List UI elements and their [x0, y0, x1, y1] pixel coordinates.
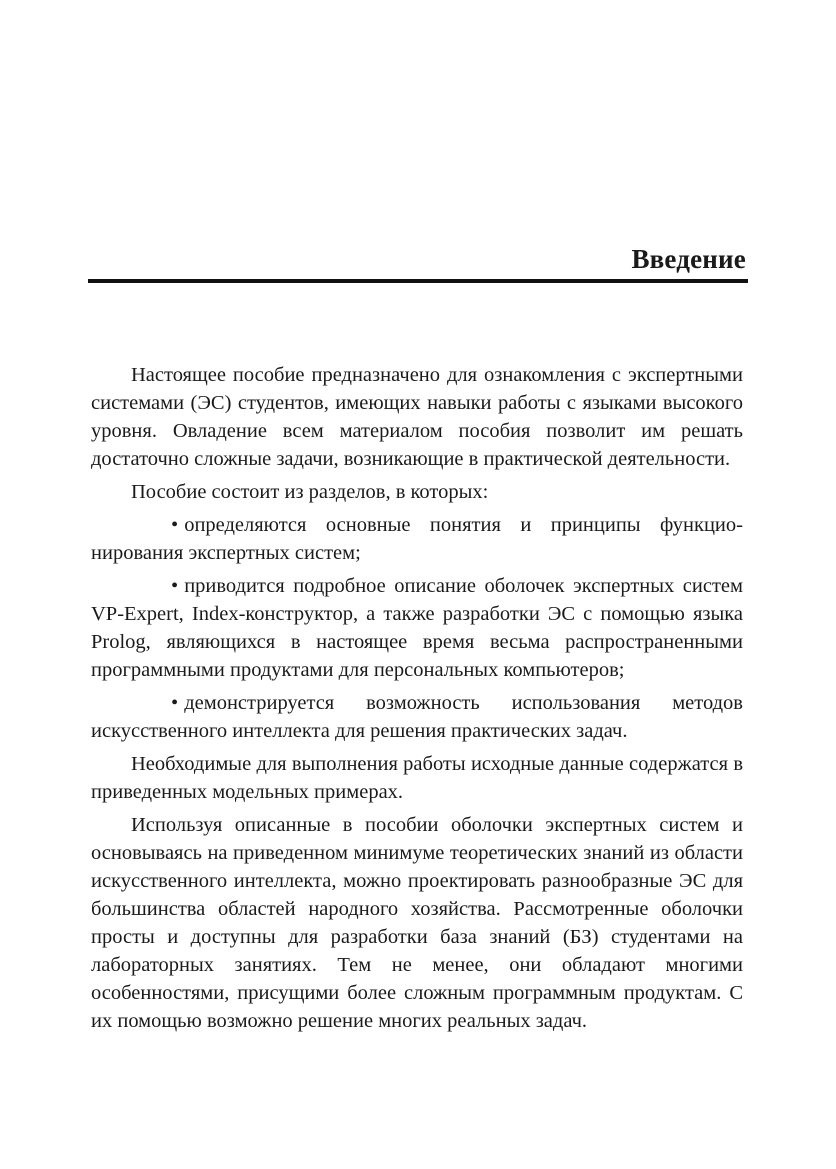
conclusion-paragraph: Используя описанные в пособии оболочки экспертных систем и основываясь на приведенном минимуме теоретических знаний из области искусственного интеллекта, можно проектировать разнообразные ЭС для большинства областей народного хозяйства. Рассмотренные оболочки просты и доступны для разработки база знаний (БЗ) студентами на лабораторных занятиях. Тем не менее, они обладают многими особенностями, присущими более сложным программным продуктам. С их помощью возможно решение многих реальных задач. [91, 814, 743, 1032]
bullet-icon: • [171, 692, 179, 714]
sections-lead-paragraph: Пособие состоит из разделов, в которых: [131, 481, 489, 503]
chapter-title-rule [88, 279, 748, 283]
bullet-text: определяются основные понятия и принципы функционирования экспертных систем; [91, 514, 743, 564]
chapter-title: Введение [631, 244, 746, 274]
intro-paragraph: Настоящее пособие предназначено для ознакомления с экспертными системами (ЭС) студентов, имеющих навыки работы с языками высокого уровня. Овладение всем материалом пособия позволит им решать достаточно сложные задачи, возникающие в практической деятельности. [91, 364, 743, 470]
body-text [91, 361, 743, 1040]
bullet-item [91, 689, 743, 745]
bullet-icon: • [171, 514, 179, 536]
bullet-item [91, 511, 743, 567]
bullet-text: приводится подробное описание оболочек экспертных систем VP-Expert, Index-конструктор, а также разработки ЭС с помощью языка Prolog, являющихся в настоящее время весьма распространенными программными продуктами для персональных компьютеров; [91, 575, 743, 681]
bullet-text: демонстрируется возможность использования методов искусственного интеллекта для решения практических задач. [91, 692, 743, 742]
bullet-icon: • [171, 575, 179, 597]
data-note-paragraph: Необходимые для выполнения работы исходные данные содержатся в приведенных модельных примерах. [91, 753, 743, 803]
bullet-item [91, 572, 743, 684]
